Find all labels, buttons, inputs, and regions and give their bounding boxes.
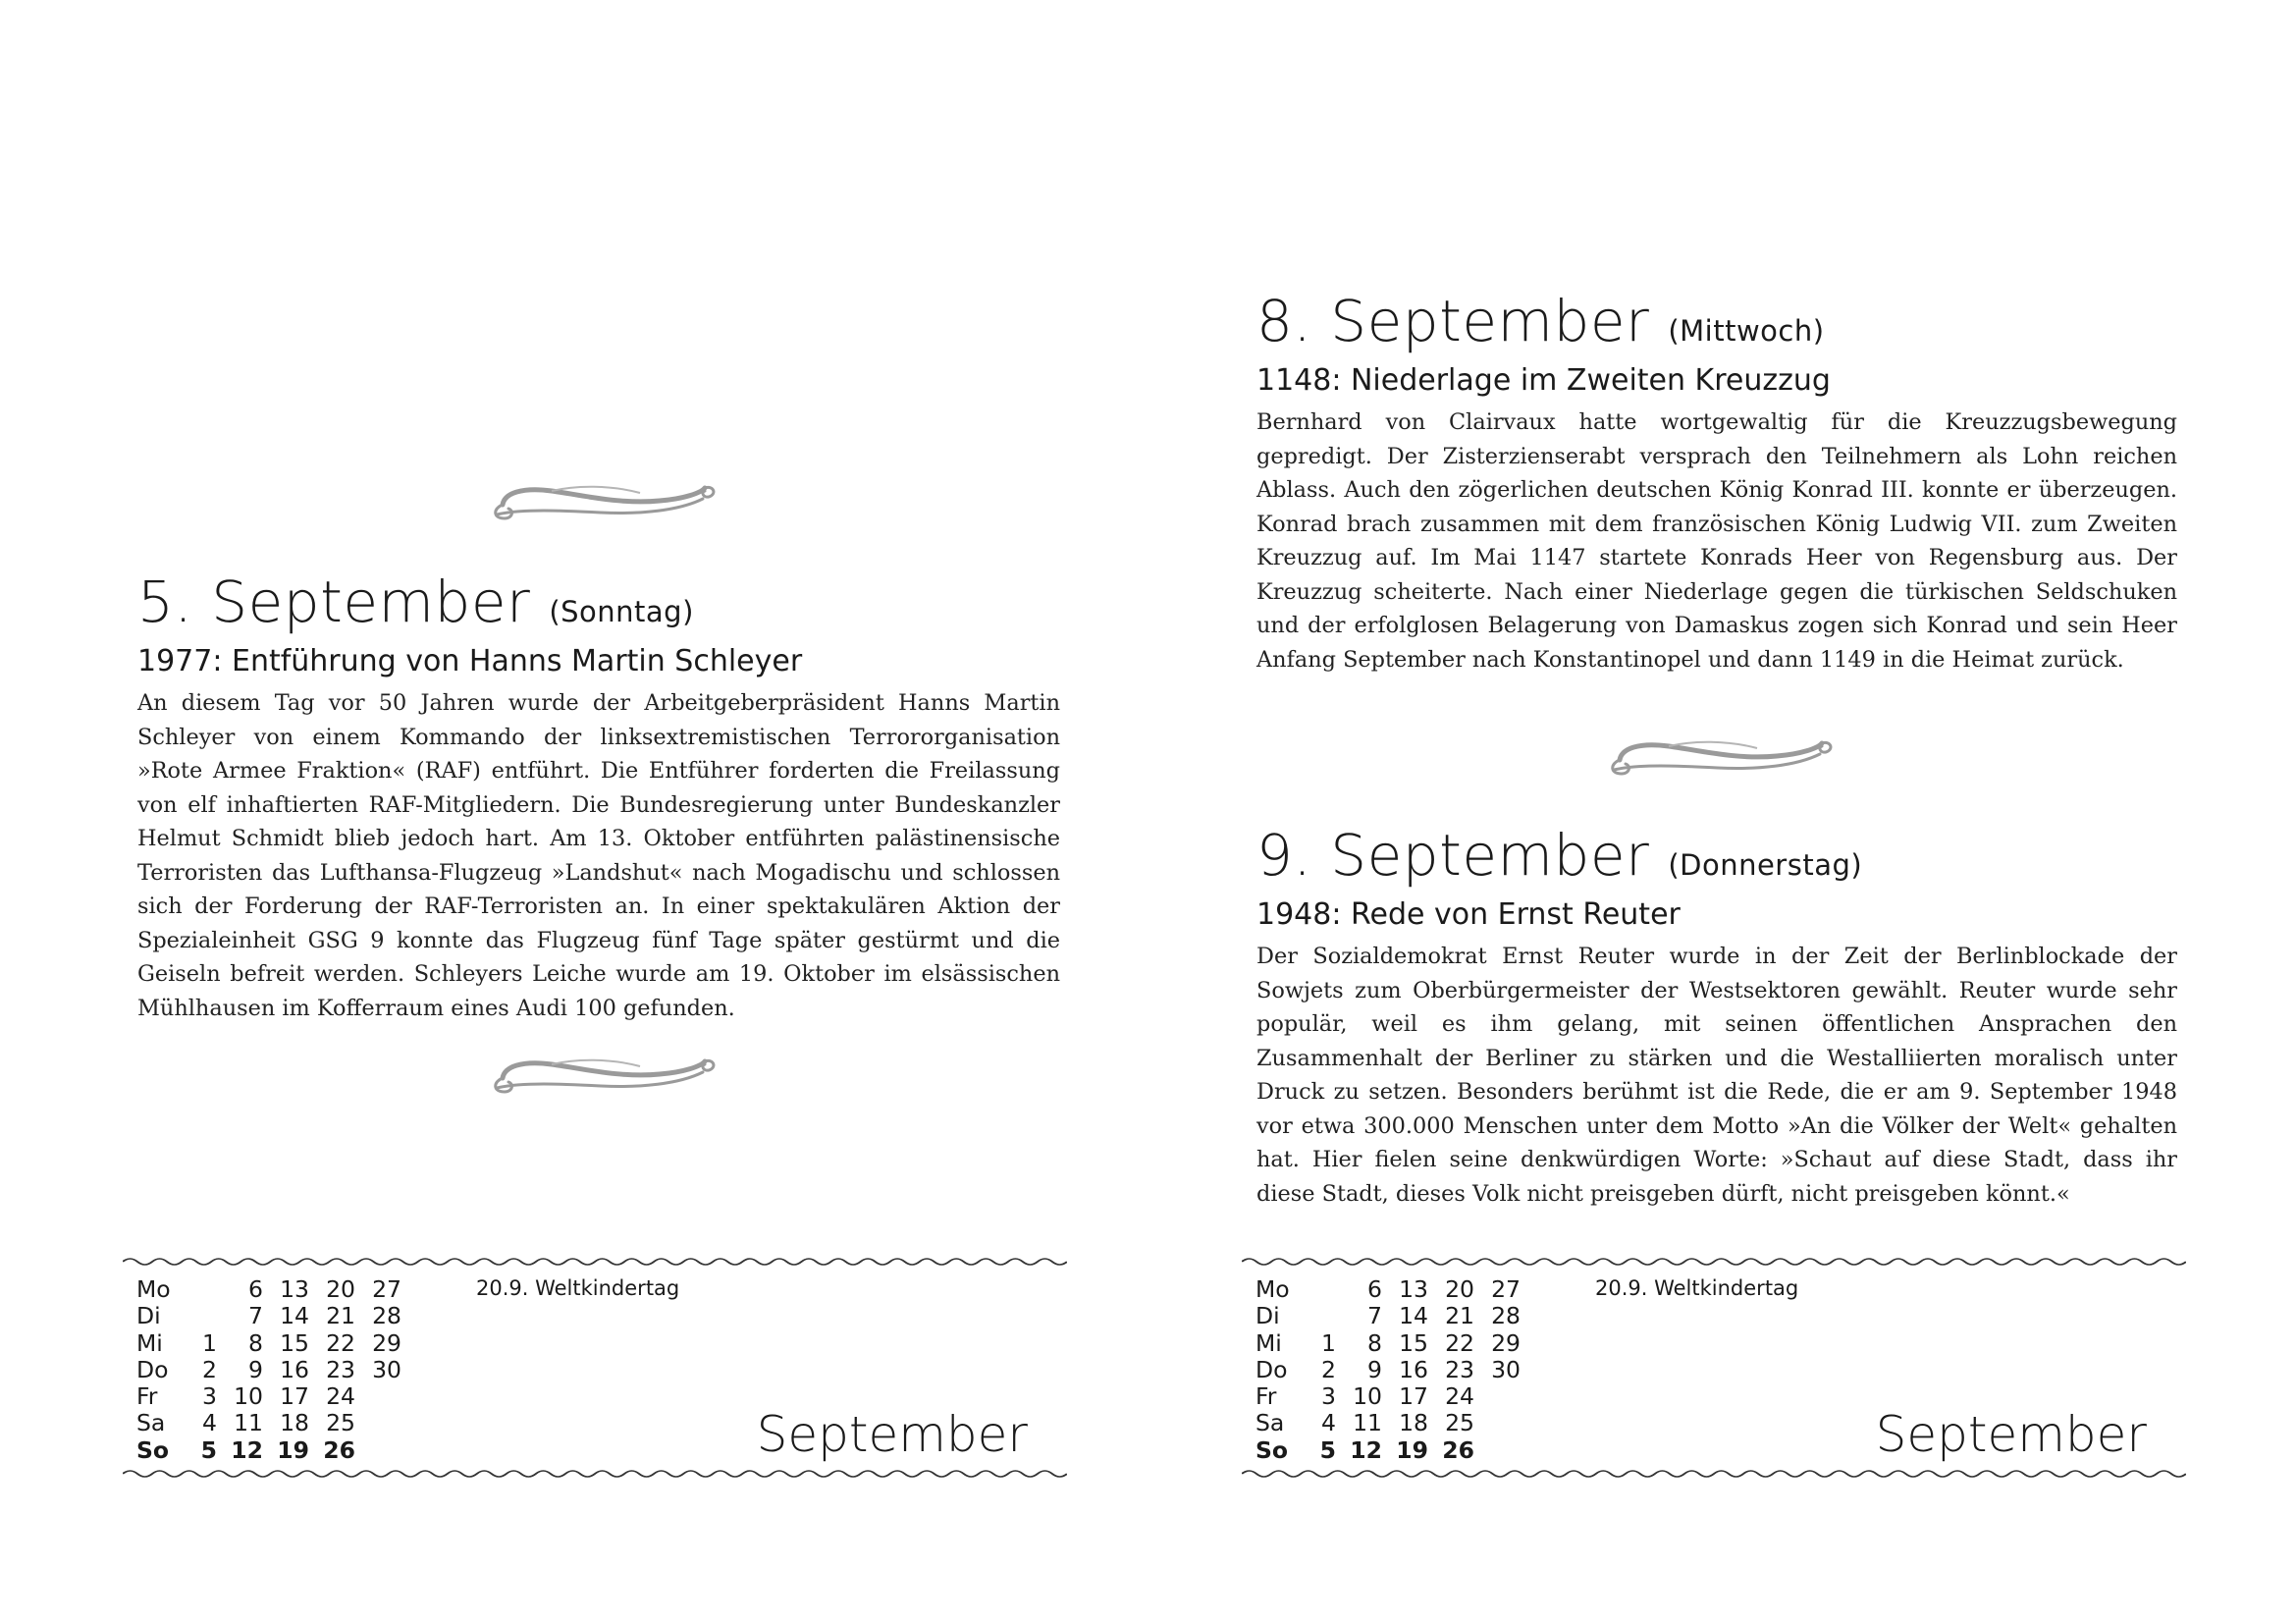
calendar-day: [1474, 1410, 1521, 1436]
calendar-day: 6: [1367, 1275, 1382, 1303]
calendar-day: 3: [1321, 1382, 1336, 1411]
weekday-label: Sa: [1255, 1409, 1285, 1437]
entry-date: 9. September: [1256, 822, 1650, 889]
calendar-row: [136, 1276, 401, 1303]
calendar-day: [355, 1410, 401, 1436]
calendar-day: 16: [280, 1355, 309, 1383]
calendar-day: 15: [1399, 1328, 1428, 1357]
calendar-day: 7: [248, 1302, 263, 1330]
calendar-day: 4: [1321, 1409, 1336, 1437]
calendar-grid: [136, 1276, 401, 1464]
calendar-row: [1255, 1410, 1521, 1436]
calendar-day: 21: [326, 1302, 355, 1330]
calendar-day: [355, 1437, 401, 1464]
swirl-divider-icon: [483, 1053, 719, 1100]
calendar-day: 20: [326, 1275, 355, 1303]
calendar-row: [1255, 1383, 1521, 1410]
entry-sept-9: [1256, 822, 2177, 1211]
calendar-day: [355, 1383, 401, 1410]
holiday-note: 20.9. Weltkindertag: [1595, 1276, 1799, 1300]
weekday-label: Mi: [136, 1328, 163, 1357]
calendar-day: 30: [1491, 1355, 1521, 1383]
calendar-day: 28: [372, 1302, 401, 1330]
calendar-row: [1255, 1303, 1521, 1329]
calendar-day: 21: [1445, 1302, 1474, 1330]
calendar-row: [136, 1330, 401, 1357]
calendar-day: 12: [231, 1435, 263, 1464]
weekday-label: Mo: [136, 1275, 171, 1303]
calendar-day: 27: [1491, 1275, 1521, 1303]
weekday-label: Fr: [1255, 1382, 1277, 1411]
calendar-row: [136, 1357, 401, 1383]
calendar-row: [136, 1303, 401, 1329]
entry-weekday: (Mittwoch): [1668, 314, 1825, 348]
weekday-label: So: [136, 1435, 170, 1464]
wavy-line-icon: [123, 1255, 1067, 1269]
entry-weekday: (Sonntag): [549, 595, 694, 628]
calendar-day: 29: [1491, 1328, 1521, 1357]
month-calendar: [123, 1255, 1067, 1481]
calendar-day: 22: [1445, 1328, 1474, 1357]
calendar-day: 8: [1367, 1328, 1382, 1357]
calendar-day: 18: [280, 1409, 309, 1437]
calendar-day: 11: [1353, 1409, 1382, 1437]
entry-date-heading: [1256, 822, 2177, 889]
entry-event-body: Bernhard von Clairvaux hatte wortgewaltig für die Kreuzzugsbewegung gepredigt. Der Zisterzienserabt versprach den Teilnehmern als Lohn reichen Ablass. Auch den zögerlichen deutschen König Konrad III. konnte er überzeugen. Konrad brach zusammen mit dem französischen König Ludwig VII. zum Zweiten Kreuzzug auf. Im Mai 1147 startete Konrads Heer von Regensburg aus. Der Kreuzzug scheiterte. Nach einer Niederlage gegen die türkischen Seldschuken und der erfolglosen Belagerung von Damaskus zogen sich Konrad und sein Heer Anfang September nach Konstantinopel und dann 1149 in die Heimat zurück.: [1256, 409, 2177, 673]
entry-sept-5: [137, 568, 1060, 1025]
entry-event-title: 1148: Niederlage im Zweiten Kreuzzug: [1256, 363, 1831, 398]
entry-weekday: (Donnerstag): [1668, 848, 1863, 882]
calendar-row-sunday: [136, 1437, 401, 1464]
month-calendar: [1242, 1255, 2186, 1481]
calendar-day: [187, 1303, 217, 1329]
calendar-day: 17: [1399, 1382, 1428, 1411]
wavy-line-icon: [1242, 1467, 2186, 1481]
calendar-day: 23: [1445, 1355, 1474, 1383]
calendar-day: 16: [1399, 1355, 1428, 1383]
calendar-day: 7: [1367, 1302, 1382, 1330]
calendar-day: 19: [1396, 1435, 1428, 1464]
calendar-day: 23: [326, 1355, 355, 1383]
calendar-row: [1255, 1330, 1521, 1357]
calendar-day: 29: [372, 1328, 401, 1357]
calendar-day: 5: [200, 1435, 217, 1464]
calendar-day: 22: [326, 1328, 355, 1357]
calendar-day: 3: [202, 1382, 217, 1411]
calendar-day: 2: [1321, 1355, 1336, 1383]
calendar-day: 25: [1445, 1409, 1474, 1437]
calendar-day: 26: [323, 1435, 355, 1464]
calendar-day: [1474, 1383, 1521, 1410]
calendar-day: 11: [234, 1409, 263, 1437]
swirl-divider-icon: [483, 479, 719, 526]
weekday-label: Mi: [1255, 1328, 1282, 1357]
calendar-day: 9: [248, 1355, 263, 1383]
entry-sept-8: [1256, 288, 2177, 677]
weekday-label: Sa: [136, 1409, 166, 1437]
weekday-label: Di: [136, 1302, 161, 1330]
calendar-day: [1307, 1303, 1336, 1329]
calendar-day: 4: [202, 1409, 217, 1437]
calendar-day: 17: [280, 1382, 309, 1411]
calendar-day: 30: [372, 1355, 401, 1383]
calendar-day: 1: [1321, 1328, 1336, 1357]
calendar-row: [136, 1410, 401, 1436]
calendar-day: 24: [1445, 1382, 1474, 1411]
wavy-line-icon: [123, 1467, 1067, 1481]
entry-event-body: Der Sozialdemokrat Ernst Reuter wurde in der Zeit der Berlinblockade der Sowjets zum Oberbürgermeister der Westsektoren gewählt. Reuter wurde sehr populär, weil es ihm gelang, mit seinen öffentlichen Ansprachen den Zusammenhalt der Berliner zu stärken und die Westalliierten moralisch unter Druck zu setzen. Besonders berühmt ist die Rede, die er am 9. September 1948 vor etwa 300.000 Menschen unter dem Motto »An die Völker der Welt« gehalten hat. Hier fielen seine denkwürdigen Worte: »Schaut auf diese Stadt, dass ihr diese Stadt, dieses Volk nicht preisgeben dürft, nicht preisgeben könnt.«: [1256, 944, 2177, 1207]
calendar-grid: [1255, 1276, 1521, 1464]
entry-event-body: An diesem Tag vor 50 Jahren wurde der Arbeitgeberpräsident Hanns Martin Schleyer von einem Kommando der linksextremistischen Terrororganisation »Rote Armee Fraktion« (RAF) entführt. Die Entführer forderten die Freilassung von elf inhaftierten RAF-Mitgliedern. Die Bundesregierung unter Bundeskanzler Helmut Schmidt blieb jedoch hart. Am 13. Oktober entführten palästinensische Terroristen das Lufthansa-Flugzeug »Landshut« nach Mogadischu und schlossen sich der Forderung der RAF-Terroristen an. In einer spektakulären Aktion der Spezialeinheit GSG 9 konnte das Flugzeug fünf Tage später gestürmt und die Geiseln befreit werden. Schleyers Leiche wurde am 19. Oktober im elsässischen Mühlhausen im Kofferraum eines Audi 100 gefunden.: [137, 690, 1060, 1021]
calendar-day: 28: [1491, 1302, 1521, 1330]
right-page: [1148, 0, 2296, 1624]
calendar-day: 14: [1399, 1302, 1428, 1330]
entry-date-heading: [137, 568, 1060, 635]
calendar-day: 9: [1367, 1355, 1382, 1383]
wavy-line-icon: [1242, 1255, 2186, 1269]
weekday-label: So: [1255, 1435, 1289, 1464]
swirl-divider-icon: [1600, 734, 1836, 782]
entry-event-title: 1977: Entführung von Hanns Martin Schleyer: [137, 644, 803, 678]
calendar-day: 10: [234, 1382, 263, 1411]
calendar-day: 20: [1445, 1275, 1474, 1303]
calendar-day: 2: [202, 1355, 217, 1383]
calendar-row: [1255, 1276, 1521, 1303]
calendar-day: 6: [248, 1275, 263, 1303]
holiday-note: 20.9. Weltkindertag: [476, 1276, 680, 1300]
calendar-day: 1: [202, 1328, 217, 1357]
weekday-label: Do: [1255, 1355, 1288, 1383]
calendar-day: [1307, 1276, 1336, 1303]
calendar-day: 14: [280, 1302, 309, 1330]
calendar-day: 25: [326, 1409, 355, 1437]
entry-date: 8. September: [1256, 288, 1650, 354]
entry-date: 5. September: [137, 568, 531, 635]
month-name: September: [1875, 1406, 2147, 1463]
calendar-day: 8: [248, 1328, 263, 1357]
calendar-row-sunday: [1255, 1437, 1521, 1464]
calendar-day: 18: [1399, 1409, 1428, 1437]
calendar-day: 13: [280, 1275, 309, 1303]
weekday-label: Fr: [136, 1382, 158, 1411]
calendar-day: [187, 1276, 217, 1303]
calendar-row: [1255, 1357, 1521, 1383]
weekday-label: Do: [136, 1355, 169, 1383]
weekday-label: Di: [1255, 1302, 1280, 1330]
calendar-day: 5: [1319, 1435, 1336, 1464]
entry-event-title: 1948: Rede von Ernst Reuter: [1256, 897, 1681, 932]
calendar-day: [1474, 1437, 1521, 1464]
month-name: September: [756, 1406, 1028, 1463]
calendar-day: 12: [1350, 1435, 1382, 1464]
calendar-day: 15: [280, 1328, 309, 1357]
calendar-day: 26: [1442, 1435, 1474, 1464]
calendar-day: 27: [372, 1275, 401, 1303]
calendar-day: 24: [326, 1382, 355, 1411]
calendar-row: [136, 1383, 401, 1410]
calendar-day: 13: [1399, 1275, 1428, 1303]
entry-date-heading: [1256, 288, 2177, 354]
calendar-day: 10: [1353, 1382, 1382, 1411]
weekday-label: Mo: [1255, 1275, 1290, 1303]
calendar-day: 19: [277, 1435, 309, 1464]
